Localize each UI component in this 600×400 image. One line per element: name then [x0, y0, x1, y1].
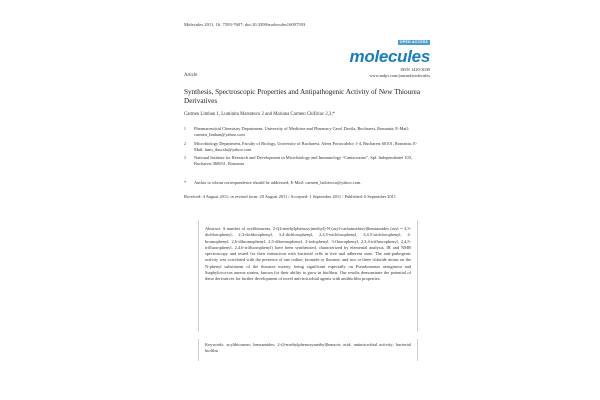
- abstract: [205, 226, 411, 283]
- abstract-label: Abstract:: [205, 226, 222, 231]
- correspondence-note: [184, 180, 361, 185]
- affiliation-item: [184, 141, 424, 153]
- affiliation-text: Microbiology Department, Faculty of Biology, University of Bucharest, Aleea Portocalelor 1-4, Bucharest 60101, Romania; E-Mail: lumi_dascalu@yahoo.com: [194, 140, 418, 152]
- affiliation-number: 3: [184, 156, 186, 160]
- affiliation-number: 1: [184, 127, 186, 131]
- article-title: Synthesis, Spectroscopic Properties and Antipathogenic Activity of New Thiourea Derivatives: [184, 88, 421, 105]
- keywords: [205, 342, 411, 355]
- citation-line: Molecules 2011, 16, 7593-7607; doi:10.3390/molecules16097593: [184, 22, 306, 27]
- correspondence-text: Author to whom correspondence should be addressed; E-Mail: carmen_balotescu@yahoo.com.: [194, 180, 362, 185]
- keywords-text: acylthioureas; benzamides; 2-(4-methylphenoxymethyl)benzoic acid; antimicrobial activity; bacterial biofilm: [205, 342, 411, 354]
- keywords-box: [198, 339, 418, 361]
- issn: ISSN 1420-3049: [400, 67, 430, 72]
- journal-url[interactable]: www.mdpi.com/journal/molecules: [369, 73, 430, 78]
- author-list: Carmen Limban 1, Luminita Marutescu 2 and Mariana Carmen Chifiriuc 2,3,*: [184, 112, 335, 117]
- publication-dates: Received: 4 August 2011; in revised form: 29 August 2011 / Accepted: 1 September 2011 / Published: 6 September 2011: [184, 194, 396, 199]
- affiliation-number: 2: [184, 141, 186, 146]
- affiliation-item: [184, 126, 424, 138]
- affiliation-item: [184, 155, 424, 167]
- article-type: Article: [184, 73, 198, 78]
- affiliation-text: Pharmaceutical Chemistry Department, University of Medicine and Pharmacy Carol Davila, Bucharest, Romania; E-Mail: carmen_limban@yahoo.com: [194, 126, 409, 137]
- abstract-box: [198, 220, 418, 332]
- journal-logo: molecules: [349, 47, 430, 66]
- journal-logo-block: [330, 30, 430, 78]
- abstract-text: A number of acylthioureas, 2-((4-methylphenoxy)methyl)-N-(aryl-carbamothioyl)benzamides (aryl = 3,5-dichlorophenyl, 2,3-dichlorophenyl, 3,4-dichlorophenyl, 2,4,5-trichlorophenyl, 3,4,5-trichlorophenyl, 2-bromophenyl, 2,6-dibromophenyl, 2,5-dibromophenyl, 2-iodophenyl, 3-fluorophenyl, 2,3,4-trifluorophenyl, 2,4,5-trifluorophenyl, 2,4,6-trifluorophenyl) have been synthesized, characterized by elemental analysis, IR and NMR spectroscopy and tested for their interaction with bacterial cells in free and adherent state. The anti-pathogenic activity was correlated with the presence of one iodine, bromide or fluorine, and two or three chloride atoms on the N-phenyl substituent of the thiourea moiety, being significant especially on Pseudomonas aeruginosa and Staphylococcus aureus strains, known for their ability to grow in biofilms. Our results demonstrate the potential of these derivatives for further development of novel anti-microbial agents with antibiofilm properties.: [205, 226, 412, 282]
- correspondence-star: *: [184, 180, 187, 185]
- affiliation-text: National Institute for Research and Development in Microbiology and Immunology “Cantacuzino”, Spl. Independentei 103, Bucharest 060031, Romania: [194, 155, 413, 166]
- keywords-label: Keywords:: [205, 342, 225, 347]
- open-access-badge: OPEN ACCESS: [399, 40, 428, 44]
- affiliations: [184, 126, 424, 170]
